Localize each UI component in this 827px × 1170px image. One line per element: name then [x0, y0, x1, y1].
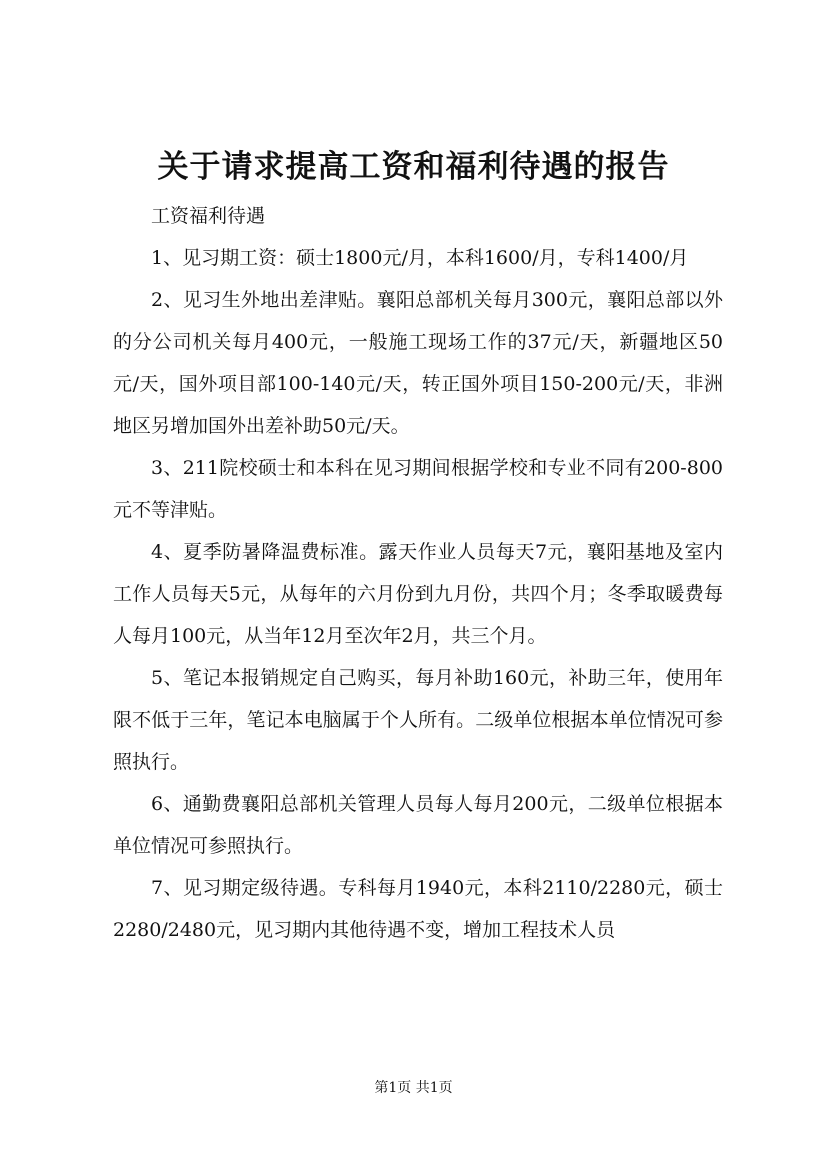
- paragraph-7: 7、见习期定级待遇。专科每月1940元，本科2110/2280元，硕士2280/2480元，见习期内其他待遇不变，增加工程技术人员: [113, 877, 723, 941]
- paragraph-5: 5、笔记本报销规定自己购买，每月补助160元，补助三年，使用年限不低于三年，笔记本电脑属于个人所有。二级单位根据本单位情况可参照执行。: [113, 667, 723, 773]
- paragraph-6: 6、通勤费襄阳总部机关管理人员每人每月200元，二级单位根据本单位情况可参照执行。: [113, 793, 723, 857]
- paragraph-4: 4、夏季防暑降温费标准。露天作业人员每天7元，襄阳基地及室内工作人员每天5元，从每年的六月份到九月份，共四个月；冬季取暖费每人每月100元，从当年12月至次年2月，共三个月。: [113, 541, 723, 647]
- paragraph-1: 1、见习期工资：硕士1800元/月，本科1600/月，专科1400/月: [151, 247, 689, 269]
- document-title: 关于请求提高工资和福利待遇的报告: [157, 149, 670, 185]
- section-heading: 工资福利待遇: [151, 205, 266, 227]
- document-body: [113, 195, 723, 951]
- paragraph-2: 2、见习生外地出差津贴。襄阳总部机关每月300元，襄阳总部以外的分公司机关每月400元，一般施工现场工作的37元/天，新疆地区50元/天，国外项目部100-140元/天，转正国外项目150-200元/天，非洲地区另增加国外出差补助50元/天。: [113, 289, 723, 437]
- paragraph-3: 3、211院校硕士和本科在见习期间根据学校和专业不同有200-800元不等津贴。: [113, 457, 723, 521]
- page-footer: 第1页 共1页: [374, 1080, 453, 1096]
